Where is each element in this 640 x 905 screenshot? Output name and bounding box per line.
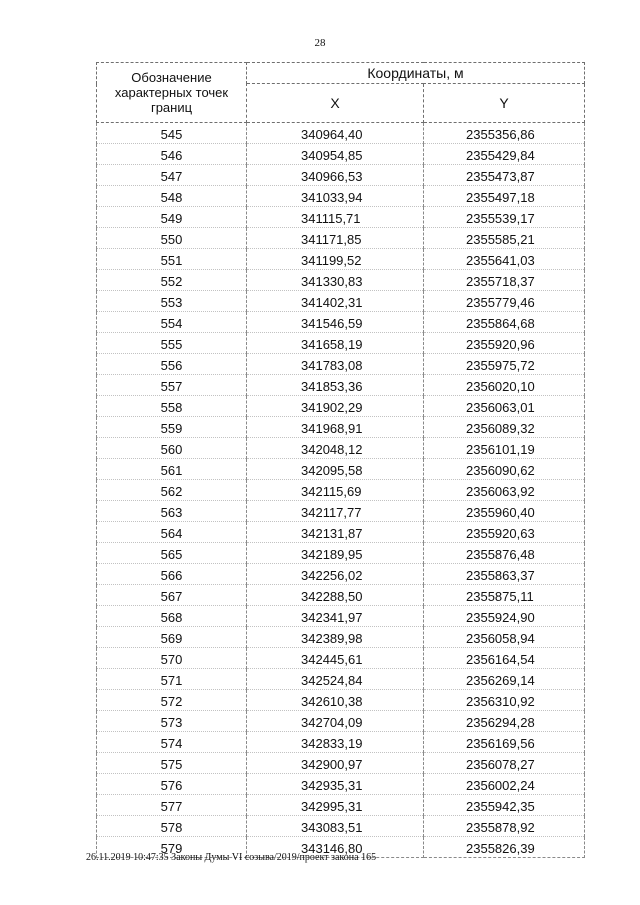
- cell-point: 560: [97, 438, 247, 459]
- table-row: [97, 270, 585, 291]
- table-row: [97, 564, 585, 585]
- cell-x: 342995,31: [247, 795, 424, 816]
- cell-y: 2355942,35: [424, 795, 585, 816]
- table-row: [97, 543, 585, 564]
- cell-x: 342524,84: [247, 669, 424, 690]
- table-row: [97, 753, 585, 774]
- cell-x: 342389,98: [247, 627, 424, 648]
- cell-x: 341330,83: [247, 270, 424, 291]
- cell-x: 340964,40: [247, 123, 424, 144]
- cell-point: 566: [97, 564, 247, 585]
- cell-y: 2356164,54: [424, 648, 585, 669]
- cell-y: 2356101,19: [424, 438, 585, 459]
- cell-point: 567: [97, 585, 247, 606]
- cell-y: 2355975,72: [424, 354, 585, 375]
- cell-y: 2356020,10: [424, 375, 585, 396]
- cell-x: 342256,02: [247, 564, 424, 585]
- table-row: [97, 375, 585, 396]
- cell-y: 2355539,17: [424, 207, 585, 228]
- cell-y: 2356294,28: [424, 711, 585, 732]
- table-row: [97, 522, 585, 543]
- cell-point: 553: [97, 291, 247, 312]
- cell-point: 564: [97, 522, 247, 543]
- cell-point: 554: [97, 312, 247, 333]
- cell-x: 343083,51: [247, 816, 424, 837]
- cell-point: 561: [97, 459, 247, 480]
- cell-point: 551: [97, 249, 247, 270]
- cell-y: 2356090,62: [424, 459, 585, 480]
- cell-y: 2355924,90: [424, 606, 585, 627]
- cell-point: 556: [97, 354, 247, 375]
- cell-y: 2355826,39: [424, 837, 585, 858]
- table-row: [97, 396, 585, 417]
- cell-point: 571: [97, 669, 247, 690]
- table-row: [97, 144, 585, 165]
- cell-x: 342833,19: [247, 732, 424, 753]
- cell-point: 578: [97, 816, 247, 837]
- cell-x: 341115,71: [247, 207, 424, 228]
- table-row: [97, 207, 585, 228]
- table-row: [97, 417, 585, 438]
- table-header: [97, 63, 585, 123]
- table-row: [97, 690, 585, 711]
- cell-x: 342048,12: [247, 438, 424, 459]
- cell-x: 341171,85: [247, 228, 424, 249]
- cell-y: 2355878,92: [424, 816, 585, 837]
- table-row: [97, 291, 585, 312]
- cell-point: 548: [97, 186, 247, 207]
- cell-y: 2356063,01: [424, 396, 585, 417]
- cell-point: 547: [97, 165, 247, 186]
- cell-x: 342445,61: [247, 648, 424, 669]
- cell-x: 341658,19: [247, 333, 424, 354]
- cell-x: 342131,87: [247, 522, 424, 543]
- cell-y: 2355920,63: [424, 522, 585, 543]
- table-body: [97, 123, 585, 858]
- cell-y: 2355497,18: [424, 186, 585, 207]
- cell-y: 2355779,46: [424, 291, 585, 312]
- table-row: [97, 627, 585, 648]
- table-header-row: [97, 63, 585, 84]
- cell-x: 342341,97: [247, 606, 424, 627]
- table-row: [97, 228, 585, 249]
- table-row: [97, 333, 585, 354]
- cell-x: 342095,58: [247, 459, 424, 480]
- cell-y: 2356058,94: [424, 627, 585, 648]
- table-row: [97, 459, 585, 480]
- cell-y: 2355718,37: [424, 270, 585, 291]
- cell-point: 570: [97, 648, 247, 669]
- cell-y: 2356269,14: [424, 669, 585, 690]
- table-row: [97, 711, 585, 732]
- cell-point: 555: [97, 333, 247, 354]
- table-row: [97, 816, 585, 837]
- cell-x: 341546,59: [247, 312, 424, 333]
- cell-point: 558: [97, 396, 247, 417]
- table-row: [97, 249, 585, 270]
- cell-x: 341968,91: [247, 417, 424, 438]
- header-coordinates: Координаты, м: [247, 63, 585, 84]
- cell-x: 342900,97: [247, 753, 424, 774]
- cell-x: 341783,08: [247, 354, 424, 375]
- cell-point: 574: [97, 732, 247, 753]
- cell-point: 549: [97, 207, 247, 228]
- cell-point: 575: [97, 753, 247, 774]
- cell-y: 2355920,96: [424, 333, 585, 354]
- cell-point: 563: [97, 501, 247, 522]
- table-row: [97, 606, 585, 627]
- table-row: [97, 438, 585, 459]
- cell-y: 2356169,56: [424, 732, 585, 753]
- cell-x: 341902,29: [247, 396, 424, 417]
- cell-x: 341402,31: [247, 291, 424, 312]
- cell-point: 577: [97, 795, 247, 816]
- cell-y: 2356002,24: [424, 774, 585, 795]
- cell-x: 340966,53: [247, 165, 424, 186]
- cell-y: 2355876,48: [424, 543, 585, 564]
- table-row: [97, 774, 585, 795]
- table-row: [97, 795, 585, 816]
- header-y: Y: [424, 84, 585, 123]
- cell-x: 342288,50: [247, 585, 424, 606]
- cell-y: 2356089,32: [424, 417, 585, 438]
- cell-point: 552: [97, 270, 247, 291]
- cell-y: 2355473,87: [424, 165, 585, 186]
- cell-y: 2355585,21: [424, 228, 585, 249]
- cell-point: 557: [97, 375, 247, 396]
- cell-x: 342189,95: [247, 543, 424, 564]
- cell-point: 572: [97, 690, 247, 711]
- cell-point: 550: [97, 228, 247, 249]
- table-row: [97, 123, 585, 144]
- coordinates-table: [96, 62, 585, 858]
- cell-y: 2355960,40: [424, 501, 585, 522]
- cell-point: 573: [97, 711, 247, 732]
- cell-point: 569: [97, 627, 247, 648]
- table-row: [97, 480, 585, 501]
- cell-point: 568: [97, 606, 247, 627]
- cell-point: 559: [97, 417, 247, 438]
- cell-y: 2355875,11: [424, 585, 585, 606]
- cell-y: 2355429,84: [424, 144, 585, 165]
- table-row: [97, 732, 585, 753]
- table-row: [97, 648, 585, 669]
- table-row: [97, 669, 585, 690]
- footer-stamp: 26.11.2019 10:47:35 Законы Думы VI созыва/2019/проект закона 165: [86, 852, 377, 863]
- cell-x: 342115,69: [247, 480, 424, 501]
- page-number: 28: [314, 37, 326, 49]
- cell-y: 2356063,92: [424, 480, 585, 501]
- cell-x: 341199,52: [247, 249, 424, 270]
- cell-y: 2355864,68: [424, 312, 585, 333]
- cell-x: 342704,09: [247, 711, 424, 732]
- cell-x: 342117,77: [247, 501, 424, 522]
- cell-y: 2355863,37: [424, 564, 585, 585]
- cell-point: 576: [97, 774, 247, 795]
- cell-x: 341033,94: [247, 186, 424, 207]
- cell-x: 341853,36: [247, 375, 424, 396]
- cell-y: 2355641,03: [424, 249, 585, 270]
- table-row: [97, 312, 585, 333]
- table-row: [97, 186, 585, 207]
- cell-x: 342610,38: [247, 690, 424, 711]
- cell-point: 545: [97, 123, 247, 144]
- cell-point: 565: [97, 543, 247, 564]
- table-row: [97, 585, 585, 606]
- cell-y: 2356310,92: [424, 690, 585, 711]
- cell-point: 562: [97, 480, 247, 501]
- cell-point: 546: [97, 144, 247, 165]
- cell-y: 2356078,27: [424, 753, 585, 774]
- cell-x: 340954,85: [247, 144, 424, 165]
- table-row: [97, 165, 585, 186]
- cell-point: 579: [97, 837, 247, 858]
- cell-y: 2355356,86: [424, 123, 585, 144]
- cell-x: 343146,80: [247, 837, 424, 858]
- table-row: [97, 501, 585, 522]
- header-point-designation: Обозначение характерных точек границ: [97, 63, 247, 123]
- table-row: [97, 354, 585, 375]
- cell-x: 342935,31: [247, 774, 424, 795]
- header-x: X: [247, 84, 424, 123]
